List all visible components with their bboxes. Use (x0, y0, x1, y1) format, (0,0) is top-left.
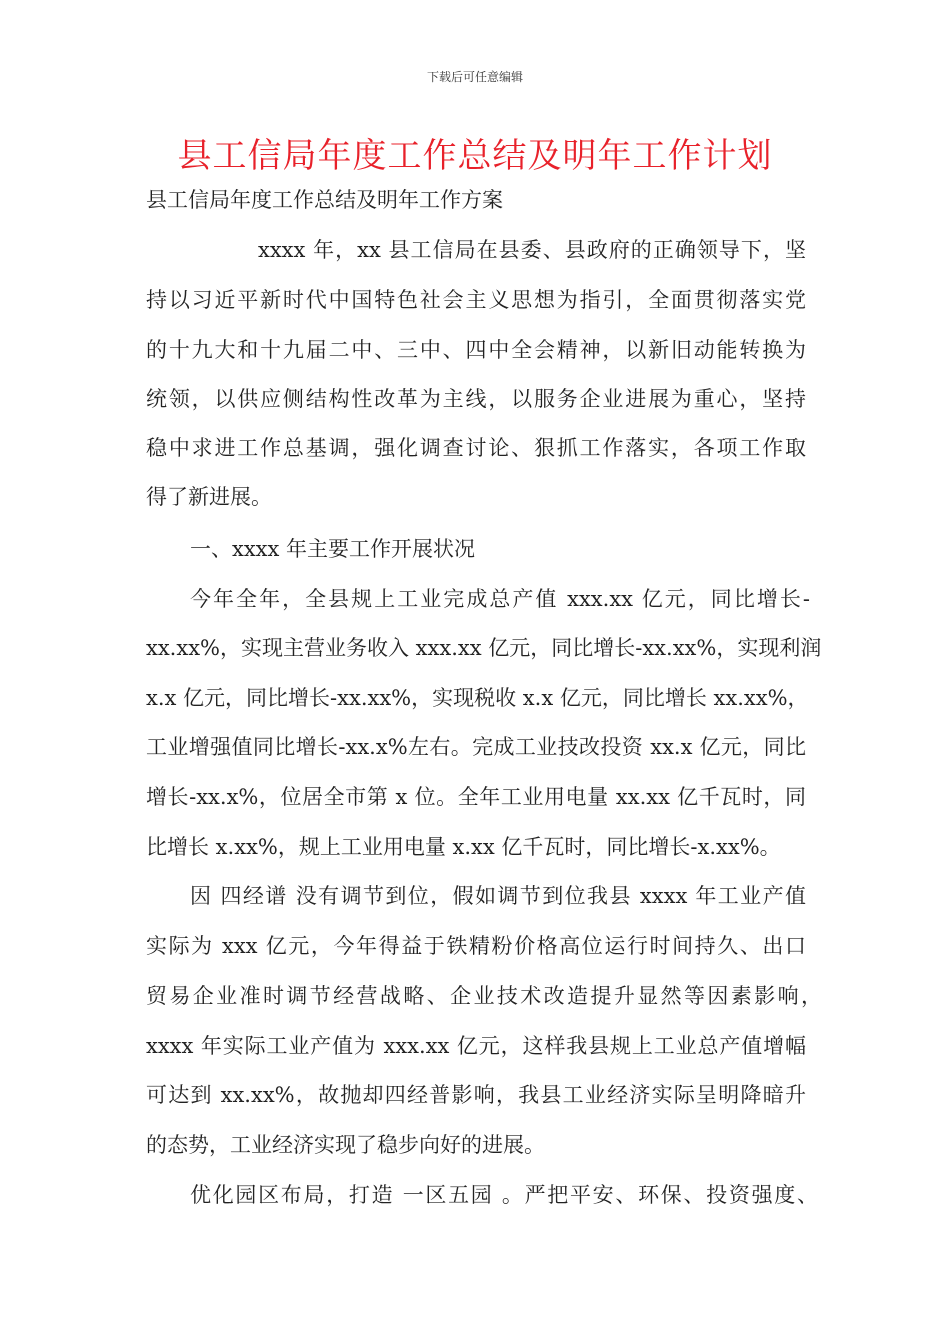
section-heading: 一、xxxx 年主要工作开展状况 (190, 537, 476, 561)
paragraph-line: 实际为 xxx 亿元，今年得益于铁精粉价格高位运行时间持久、出口 (146, 934, 806, 958)
paragraph-line: 可达到 xx.xx%，故抛却四经普影响，我县工业经济实际呈明降暗升 (146, 1083, 806, 1107)
paragraph-line: 得了新进展。 (146, 485, 272, 509)
paragraph-line: 因 四经谱 没有调节到位，假如调节到位我县 xxxx 年工业产值 (190, 884, 806, 908)
document-title: 县工信局年度工作总结及明年工作计划 (177, 136, 773, 176)
paragraph-line: 统领，以供应侧结构性改革为主线，以服务企业进展为重心，坚持 (146, 387, 806, 411)
document-subtitle: 县工信局年度工作总结及明年工作方案 (146, 188, 503, 212)
paragraph-line: 持以习近平新时代中国特色社会主义思想为指引，全面贯彻落实党 (146, 288, 806, 312)
paragraph-line: x.x 亿元，同比增长-xx.xx%，实现税收 x.x 亿元，同比增长 xx.xx%， (146, 686, 809, 710)
paragraph-line: 的十九大和十九届二中、三中、四中全会精神，以新旧动能转换为 (146, 338, 806, 362)
paragraph-line: xx.xx%，实现主营业务收入 xxx.xx 亿元，同比增长-xx.xx%，实现利润 (146, 636, 822, 660)
paragraph-line: xxxx 年实际工业产值为 xxx.xx 亿元，这样我县规上工业总产值增幅 (146, 1034, 806, 1058)
paragraph-line: 贸易企业准时调节经营战略、企业技术改造提升显然等因素影响， (146, 984, 822, 1008)
paragraph-line: 比增长 x.xx%，规上工业用电量 x.xx 亿千瓦时，同比增长-x.xx%。 (146, 835, 781, 859)
paragraph-line: 稳中求进工作总基调，强化调查讨论、狠抓工作落实，各项工作取 (146, 436, 806, 460)
paragraph-line: 的态势，工业经济实现了稳步向好的进展。 (146, 1133, 545, 1157)
header-note: 下载后可任意编辑 (426, 70, 523, 84)
paragraph-line: 今年全年，全县规上工业完成总产值 xxx.xx 亿元，同比增长- (190, 587, 810, 611)
paragraph-line: 工业增强值同比增长-xx.x%左右。完成工业技改投资 xx.x 亿元，同比 (146, 735, 806, 759)
paragraph-line: 优化园区布局，打造 一区五园 。严把平安、环保、投资强度、 (190, 1183, 818, 1207)
paragraph-line: 增长-xx.x%，位居全市第 x 位。全年工业用电量 xx.xx 亿千瓦时，同 (146, 785, 806, 809)
paragraph-line: xxxx 年，xx 县工信局在县委、县政府的正确领导下，坚 (258, 238, 806, 262)
